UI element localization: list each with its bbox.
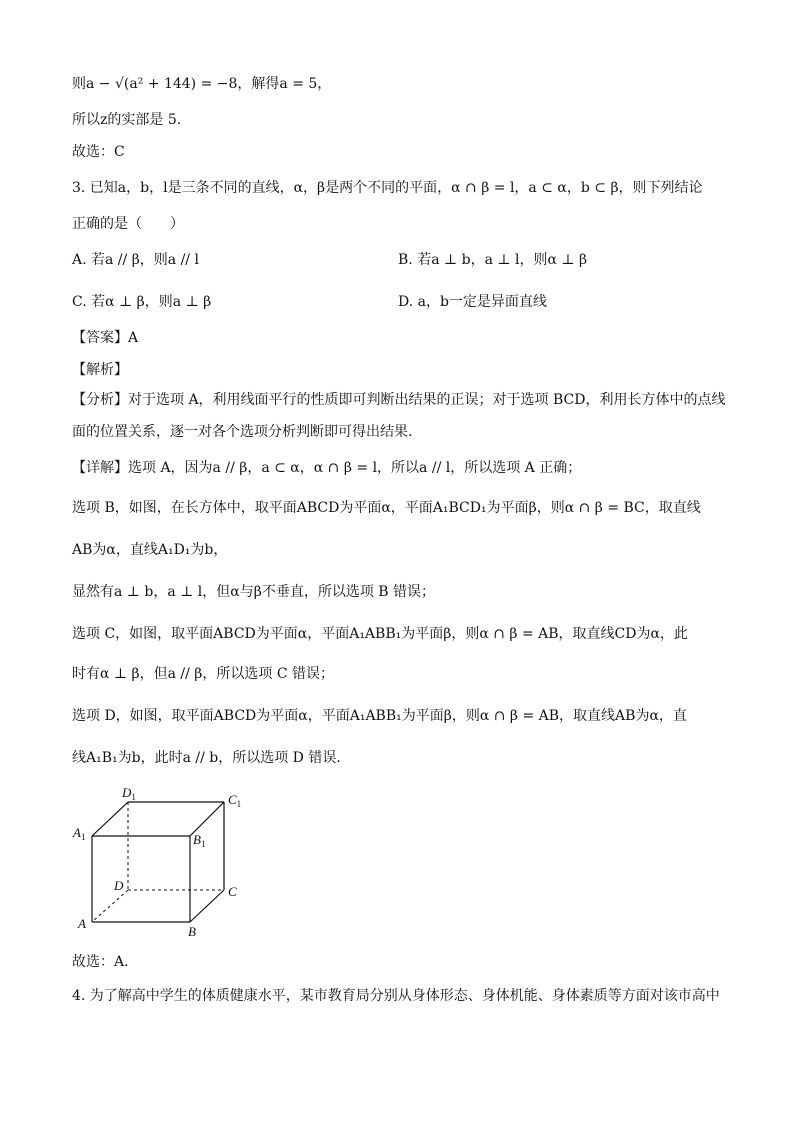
analysis-title: 【解析】: [72, 362, 128, 378]
edge-c-b: [190, 890, 224, 922]
option-b-detail-3: 显然有a ⊥ b，a ⊥ l，但α与β不垂直，所以选项 B 错误；: [72, 584, 436, 600]
label-d1: $D_1$: [122, 785, 136, 802]
derivation-line: 则a − √(a² + 144) = −8，解得a = 5，: [72, 76, 332, 92]
label-b1: $B_1$: [193, 832, 206, 849]
choice-line: 故选：C: [72, 144, 125, 160]
label-a1: $A_1$: [73, 825, 86, 842]
question-3-stem-2: 正确的是（ ）: [72, 216, 184, 232]
option-b-detail-1: 选项 B，如图，在长方体中，取平面ABCD为平面α，平面A₁BCD₁为平面β，则α ∩ β = BC，取直线: [72, 500, 701, 516]
option-c-detail-2: 时有α ⊥ β，但a // β，所以选项 C 错误；: [72, 666, 335, 682]
question-4-stem: 4. 为了解高中学生的体质健康水平，某市教育局分别从身体形态、身体机能、身体素质等方面对该市高中: [72, 988, 720, 1004]
option-b-detail-2: AB为α，直线A₁D₁为b，: [72, 542, 228, 558]
option-a: A. 若a // β，则a // l: [72, 252, 199, 268]
real-part-line: 所以z的实部是 5.: [72, 112, 182, 128]
edge-a1-d1: [92, 802, 128, 836]
label-d: D: [114, 878, 124, 893]
fenxi-line-2: 面的位置关系，逐一对各个选项分析判断即可得出结果.: [72, 424, 413, 440]
answer-line: 【答案】A: [72, 330, 139, 346]
option-d: D. a，b一定是异面直线: [398, 294, 547, 310]
cube-diagram: [72, 782, 262, 942]
conclusion-line: 故选：A.: [72, 954, 129, 970]
option-c: C. 若α ⊥ β，则a ⊥ β: [72, 294, 212, 310]
fenxi-line-1: 【分析】对于选项 A，利用线面平行的性质即可判断出结果的正误；对于选项 BCD，利用长方体中的点线: [72, 392, 726, 408]
xiangjie-line: 【详解】选项 A，因为a // β，a ⊂ α，α ∩ β = l，所以a // l，所以选项 A 正确；: [72, 460, 582, 476]
option-d-detail-2: 线A₁B₁为b，此时a // b，所以选项 D 错误.: [72, 750, 341, 766]
option-c-detail-1: 选项 C，如图，取平面ABCD为平面α，平面A₁ABB₁为平面β，则α ∩ β = AB，取直线CD为α，此: [72, 626, 688, 642]
label-c: C: [228, 884, 237, 899]
edge-c1-b1: [190, 802, 224, 836]
label-c1: $C_1$: [228, 792, 242, 809]
question-3-stem-1: 3. 已知a，b，l是三条不同的直线，α，β是两个不同的平面，α ∩ β = l，a ⊂ α，b ⊂ β，则下列结论: [72, 180, 703, 196]
label-b: B: [188, 924, 196, 939]
label-a: A: [78, 916, 86, 931]
hidden-edge-d-a: [92, 890, 128, 922]
option-b: B. 若a ⊥ b，a ⊥ l，则α ⊥ β: [398, 252, 588, 268]
option-d-detail-1: 选项 D，如图，取平面ABCD为平面α，平面A₁ABB₁为平面β，则α ∩ β = AB，取直线AB为α，直: [72, 708, 687, 724]
